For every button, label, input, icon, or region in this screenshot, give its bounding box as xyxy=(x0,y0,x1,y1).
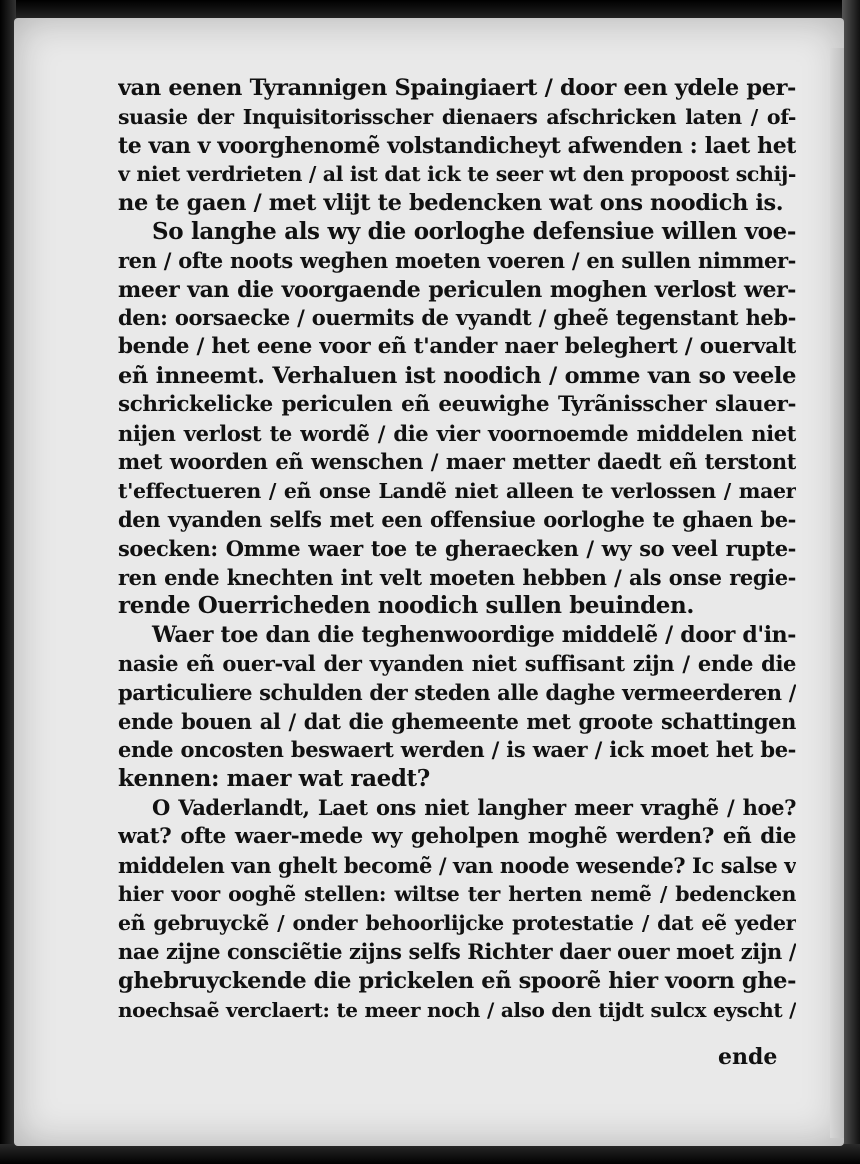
text-line: noechsaẽ verclaert: te meer noch / also den tijdt sulcx eyscht / xyxy=(118,997,796,1022)
text-line: ende bouen al / dat die ghemeente met groote schattingen xyxy=(118,708,796,734)
text-line: eñ gebruyckẽ / onder behoorlijcke protestatie / dat eẽ yeder xyxy=(118,911,796,936)
text-line: suasie der Inquisitorisscher dienaers afschricken laten / of- xyxy=(118,104,796,129)
text-line: nasie eñ ouer-val der vyanden niet suffisant zijn / ende die xyxy=(118,650,796,676)
text-line: meer van die voorgaende periculen moghen verlost wer- xyxy=(118,276,796,303)
text-line: ende oncosten beswaert werden / is waer / ick moet het be- xyxy=(118,737,796,763)
page-edge-shadow xyxy=(830,48,844,1138)
text-line: soecken: Omme waer toe te gheraecken / wy so veel rupte- xyxy=(118,535,796,561)
text-line: te van v voorghenomẽ volstandicheyt afwenden : laet het xyxy=(118,132,796,159)
book-right-edge xyxy=(842,0,860,1164)
paragraph-start-line: O Vaderlandt, Laet ons niet langher meer vraghẽ / hoe? xyxy=(152,794,796,820)
paragraph-start-line: So langhe als wy die oorloghe defensiue willen voe- xyxy=(152,217,796,245)
text-line: middelen van ghelt becomẽ / van noode wesende? Ic salse v xyxy=(118,852,796,878)
text-line: van eenen Tyrannigen Spaingiaert / door een ydele per- xyxy=(118,75,796,101)
text-line: nae zijne consciẽtie zijns selfs Richter daer ouer moet zijn / xyxy=(118,938,796,964)
text-line: bende / het eene voor eñ t'ander naer beleghert / ouervalt xyxy=(118,334,796,360)
text-line: kennen: maer wat raedt? xyxy=(118,765,430,793)
text-line: den vyanden selfs met een offensiue oorloghe te ghaen be- xyxy=(118,506,796,532)
book-bottom-edge xyxy=(0,1144,860,1164)
catchword: ende xyxy=(718,1044,778,1070)
text-line: ne te gaen / met vlijt te bedencken wat ons noodich is. xyxy=(118,190,784,217)
text-line: hier voor ooghẽ stellen: wiltse ter herten nemẽ / bedencken xyxy=(118,882,796,907)
text-line: t'effectueren / eñ onse Landẽ niet alleen te verlossen / maer xyxy=(118,479,796,504)
text-line: v niet verdrieten / al ist dat ick te seer wt den propoost schij- xyxy=(118,162,796,187)
text-line: wat? ofte waer-mede wy geholpen moghẽ werden? eñ die xyxy=(118,823,796,849)
text-line: eñ inneemt. Verhaluen ist noodich / omme van so veele xyxy=(118,362,796,389)
text-line: den: oorsaecke / ouermits de vyandt / gheẽ tegenstant heb- xyxy=(118,305,796,331)
paragraph-start-line: Waer toe dan die teghenwoordige middelẽ / door d'in- xyxy=(152,622,796,649)
page-text-block xyxy=(118,74,796,1024)
text-line: nijen verlost te wordẽ / die vier voornoemde middelen niet xyxy=(118,420,796,446)
text-line: ren / ofte noots weghen moeten voeren / en sullen nimmer- xyxy=(118,247,796,273)
text-line: ghebruyckende die prickelen eñ spoorẽ hier voorn ghe- xyxy=(118,967,796,994)
text-line: met woorden eñ wenschen / maer metter daedt eñ terstont xyxy=(118,449,796,475)
text-line: particuliere schulden der steden alle daghe vermeerderen / xyxy=(118,679,796,705)
text-line: rende Ouerricheden noodich sullen beuinden. xyxy=(118,592,694,620)
text-line: schrickelicke periculen eñ eeuwighe Tyrãnisscher slauer- xyxy=(118,391,796,417)
text-line: ren ende knechten int velt moeten hebben / als onse regie- xyxy=(118,564,796,590)
